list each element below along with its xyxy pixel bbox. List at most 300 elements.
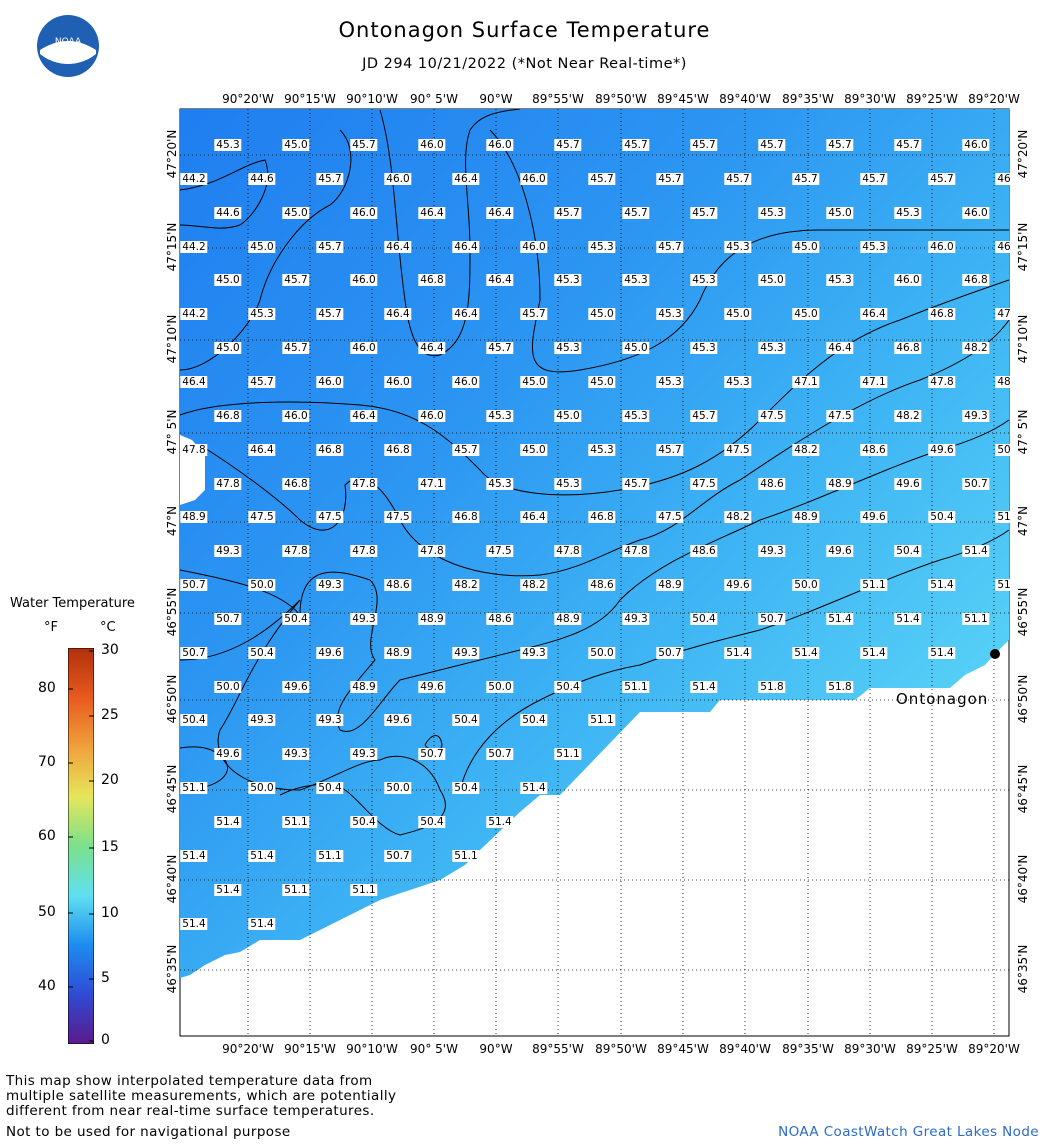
temperature-value: 47.8 xyxy=(624,545,648,558)
temperature-value: 46.4 xyxy=(386,240,410,253)
latitude-label: 47°15'N xyxy=(1016,222,1030,272)
temperature-value: 47.8 xyxy=(930,375,954,388)
svg-text:NOAA: NOAA xyxy=(54,37,82,47)
longitude-label: 90°W xyxy=(479,1042,513,1056)
temperature-value: 47.8 xyxy=(216,477,240,490)
footnote-line: different from near real-time surface temperatures. xyxy=(6,1103,375,1119)
temperature-value: 45.7 xyxy=(488,342,512,355)
temperature-value: 51 xyxy=(997,511,1011,524)
legend-title: Water Temperature xyxy=(10,596,135,611)
temperature-value: 45.3 xyxy=(556,274,580,287)
temperature-value: 48.2 xyxy=(794,443,818,456)
legend-tick-c: 10 xyxy=(101,905,119,921)
latitude-label: 46°35'N xyxy=(1016,944,1030,994)
temperature-value: 50.4 xyxy=(352,816,376,828)
legend-color-bar xyxy=(68,648,94,1044)
temperature-value: 44.6 xyxy=(216,206,240,219)
longitude-label: 90°20'W xyxy=(222,1042,274,1056)
temperature-value: 46.4 xyxy=(454,172,478,185)
temperature-value: 46.8 xyxy=(284,477,308,490)
temperature-value: 49.3 xyxy=(624,612,648,625)
temperature-value: 46.8 xyxy=(454,511,478,524)
temperature-value: 45.3 xyxy=(726,375,750,388)
temperature-value: 48.6 xyxy=(488,612,512,625)
temperature-value: 45.7 xyxy=(692,409,716,422)
temperature-value: 47.5 xyxy=(318,511,342,524)
temperature-value: 49.6 xyxy=(420,680,444,693)
temperature-value: 50 xyxy=(997,443,1011,456)
temperature-value: 49.3 xyxy=(454,646,478,659)
temperature-value: 51.1 xyxy=(182,782,206,795)
temperature-value: 44.2 xyxy=(182,240,206,253)
temperature-value: 51.4 xyxy=(182,849,206,862)
temperature-value: 47.8 xyxy=(182,443,206,456)
longitude-label: 90° 5'W xyxy=(410,1042,458,1056)
temperature-value: 45.3 xyxy=(726,240,750,253)
temperature-value: 49.3 xyxy=(318,579,342,592)
temperature-value: 46.4 xyxy=(488,274,512,287)
temperature-value: 49.3 xyxy=(760,545,784,558)
temperature-value: 47.5 xyxy=(250,511,274,524)
temperature-value: 48.2 xyxy=(964,342,988,355)
temperature-value: 47.8 xyxy=(420,545,444,558)
longitude-label: 89°25'W xyxy=(906,92,958,106)
temperature-value: 45.3 xyxy=(896,206,920,219)
temperature-value: 46.0 xyxy=(352,342,376,355)
temperature-value: 48.9 xyxy=(352,680,376,693)
temperature-value: 45.7 xyxy=(352,139,376,151)
temperature-value: 45.7 xyxy=(556,206,580,219)
temperature-value: 48.2 xyxy=(896,409,920,422)
temperature-value: 50.7 xyxy=(216,612,240,625)
temperature-value: 51.8 xyxy=(760,680,784,693)
temperature-value: 49.3 xyxy=(352,612,376,625)
temperature-value: 51.4 xyxy=(488,816,512,828)
temperature-value: 51.8 xyxy=(828,680,852,693)
temperature-value: 45.3 xyxy=(760,206,784,219)
latitude-label: 46°50'N xyxy=(1016,674,1030,724)
temperature-value: 48.9 xyxy=(386,646,410,659)
temperature-value: 51.4 xyxy=(896,612,920,625)
temperature-value: 45.3 xyxy=(658,375,682,388)
temperature-value: 45.0 xyxy=(522,375,546,388)
temperature-value: 51.4 xyxy=(216,883,240,896)
temperature-value: 45.3 xyxy=(658,308,682,321)
temperature-value: 45.0 xyxy=(284,206,308,219)
temperature-value: 50.7 xyxy=(964,477,988,490)
longitude-label: 89°40'W xyxy=(719,1042,771,1056)
temperature-value: 45.3 xyxy=(556,477,580,490)
temperature-value: 46.0 xyxy=(454,375,478,388)
legend-unit-c: °C xyxy=(100,620,116,635)
temperature-value: 45.7 xyxy=(318,240,342,253)
temperature-value: 50.4 xyxy=(284,612,308,625)
temperature-value: 46.0 xyxy=(488,139,512,151)
temperature-value: 51.1 xyxy=(454,849,478,862)
temperature-value: 46.0 xyxy=(964,139,988,151)
temperature-value: 45.7 xyxy=(760,139,784,151)
temperature-value: 50.4 xyxy=(318,782,342,795)
temperature-value: 45.7 xyxy=(454,443,478,456)
temperature-value: 45.7 xyxy=(828,139,852,151)
longitude-label: 89°55'W xyxy=(532,92,584,106)
ontonagon-marker xyxy=(990,649,1000,659)
latitude-label: 46°40'N xyxy=(1016,854,1030,904)
longitude-label: 89°55'W xyxy=(532,1042,584,1056)
temperature-value: 45.0 xyxy=(794,308,818,321)
temperature-value: 46.4 xyxy=(454,240,478,253)
latitude-label: 46°50'N xyxy=(165,674,179,724)
temperature-value: 49.6 xyxy=(726,579,750,592)
temperature-value: 50.4 xyxy=(420,816,444,828)
temperature-value: 45.7 xyxy=(692,139,716,151)
temperature-value: 45.0 xyxy=(590,375,614,388)
temperature-value: 51.4 xyxy=(216,816,240,828)
longitude-label: 89°20'W xyxy=(968,1042,1020,1056)
longitude-label: 89°30'W xyxy=(844,1042,896,1056)
temperature-value: 46.4 xyxy=(250,443,274,456)
temperature-value: 47.5 xyxy=(488,545,512,558)
temperature-value: 50.0 xyxy=(488,680,512,693)
temperature-value: 47.1 xyxy=(420,477,444,490)
temperature-value: 51.4 xyxy=(726,646,750,659)
place-label-ontonagon: Ontonagon xyxy=(896,690,989,708)
temperature-value: 46.8 xyxy=(216,409,240,422)
temperature-value: 45.0 xyxy=(284,139,308,151)
latitude-label: 46°40'N xyxy=(165,854,179,904)
temperature-value: 49.6 xyxy=(216,748,240,761)
latitude-label: 46°35'N xyxy=(165,944,179,994)
legend-tick-c: 30 xyxy=(101,642,119,658)
longitude-label: 89°45'W xyxy=(657,92,709,106)
temperature-value: 44.6 xyxy=(250,172,274,185)
temperature-value: 46.0 xyxy=(964,206,988,219)
temperature-value: 45.7 xyxy=(522,308,546,321)
footnote-line: multiple satellite measurements, which are potentially xyxy=(6,1088,397,1104)
temperature-value: 49.3 xyxy=(352,748,376,761)
temperature-value: 45.3 xyxy=(624,409,648,422)
temperature-value: 51.1 xyxy=(624,680,648,693)
legend-tick-f: 60 xyxy=(38,828,56,844)
latitude-label: 47° 5'N xyxy=(1016,409,1030,455)
temperature-value: 47 xyxy=(997,308,1011,321)
footnote xyxy=(6,1074,396,1119)
temperature-value: 47.8 xyxy=(556,545,580,558)
temperature-value: 50.7 xyxy=(386,849,410,862)
temperature-value: 48.9 xyxy=(658,579,682,592)
temperature-value: 47.8 xyxy=(352,477,376,490)
temperature-value: 47.1 xyxy=(862,375,886,388)
temperature-value: 45.7 xyxy=(624,477,648,490)
temperature-value: 49.6 xyxy=(862,511,886,524)
temperature-value: 50.4 xyxy=(556,680,580,693)
temperature-value: 46.0 xyxy=(930,240,954,253)
temperature-value: 46.0 xyxy=(352,206,376,219)
temperature-value: 46.0 xyxy=(522,172,546,185)
temperature-value: 49.3 xyxy=(964,409,988,422)
temperature-value: 48.9 xyxy=(182,511,206,524)
longitude-label: 89°50'W xyxy=(595,92,647,106)
temperature-value: 46.4 xyxy=(828,342,852,355)
temperature-value: 45.7 xyxy=(658,240,682,253)
temperature-value: 49.3 xyxy=(284,748,308,761)
temperature-value: 46 xyxy=(997,172,1011,185)
longitude-label: 89°35'W xyxy=(782,92,834,106)
temperature-value: 45.3 xyxy=(862,240,886,253)
temperature-value: 51.1 xyxy=(556,748,580,761)
temperature-value: 50.4 xyxy=(454,714,478,727)
temperature-value: 48.9 xyxy=(794,511,818,524)
temperature-value: 51.1 xyxy=(352,883,376,896)
temperature-value: 45.3 xyxy=(692,274,716,287)
latitude-label: 47°10'N xyxy=(1016,314,1030,364)
temperature-value: 47.8 xyxy=(284,545,308,558)
temperature-value: 51.4 xyxy=(930,646,954,659)
longitude-label: 90°W xyxy=(479,92,513,106)
latitude-label: 46°55'N xyxy=(1016,587,1030,637)
temperature-value: 45.7 xyxy=(624,139,648,151)
temperature-value: 46.4 xyxy=(862,308,886,321)
temperature-value: 49.3 xyxy=(522,646,546,659)
temperature-value: 48.2 xyxy=(726,511,750,524)
temperature-value: 50.7 xyxy=(658,646,682,659)
temperature-value: 45.3 xyxy=(590,240,614,253)
temperature-value: 45.3 xyxy=(828,274,852,287)
temperature-value: 51.1 xyxy=(590,714,614,727)
temperature-value: 51.4 xyxy=(930,579,954,592)
navigation-disclaimer: Not to be used for navigational purpose xyxy=(6,1124,291,1140)
temperature-value: 45.7 xyxy=(318,172,342,185)
temperature-value: 51.1 xyxy=(318,849,342,862)
temperature-value: 45.3 xyxy=(488,409,512,422)
temperature-value: 46.0 xyxy=(896,274,920,287)
temperature-value: 47.5 xyxy=(386,511,410,524)
temperature-value: 49.6 xyxy=(318,646,342,659)
temperature-value: 46.8 xyxy=(930,308,954,321)
temperature-value: 45.7 xyxy=(318,308,342,321)
temperature-value: 50.4 xyxy=(454,782,478,795)
longitude-label: 89°30'W xyxy=(844,92,896,106)
legend-tick-c: 20 xyxy=(101,772,119,788)
temperature-value: 45.3 xyxy=(624,274,648,287)
temperature-value: 49.6 xyxy=(896,477,920,490)
temperature-value: 48.6 xyxy=(692,545,716,558)
legend-tick-c: 15 xyxy=(101,839,119,855)
temperature-value: 48.2 xyxy=(522,579,546,592)
temperature-value: 49.6 xyxy=(284,680,308,693)
temperature-value: 47.8 xyxy=(352,545,376,558)
temperature-value: 50.4 xyxy=(930,511,954,524)
temperature-value: 45.0 xyxy=(216,274,240,287)
temperature-value: 51.4 xyxy=(522,782,546,795)
temperature-value: 49.3 xyxy=(250,714,274,727)
longitude-label: 89°40'W xyxy=(719,92,771,106)
temperature-value: 45.3 xyxy=(216,139,240,151)
temperature-value: 45.3 xyxy=(488,477,512,490)
longitude-label: 90°10'W xyxy=(346,92,398,106)
longitude-label: 89°45'W xyxy=(657,1042,709,1056)
temperature-value: 48.6 xyxy=(862,443,886,456)
temperature-value: 46.8 xyxy=(386,443,410,456)
temperature-value: 46.4 xyxy=(420,206,444,219)
temperature-value: 45.0 xyxy=(760,274,784,287)
latitude-label: 46°45'N xyxy=(1016,764,1030,814)
temperature-value: 48.6 xyxy=(590,579,614,592)
latitude-label: 47° 5'N xyxy=(165,409,179,455)
temperature-value: 46.0 xyxy=(386,375,410,388)
temperature-value: 47.5 xyxy=(658,511,682,524)
temperature-value: 49.3 xyxy=(216,545,240,558)
temperature-value: 46.4 xyxy=(182,375,206,388)
temperature-value: 45.3 xyxy=(556,342,580,355)
temperature-value: 46.8 xyxy=(318,443,342,456)
longitude-label: 89°20'W xyxy=(968,92,1020,106)
longitude-label: 90°10'W xyxy=(346,1042,398,1056)
legend-tick-f: 80 xyxy=(38,680,56,696)
longitude-label: 90°15'W xyxy=(284,1042,336,1056)
temperature-value: 46.4 xyxy=(488,206,512,219)
temperature-value: 50.4 xyxy=(692,612,716,625)
temperature-value: 45.7 xyxy=(250,375,274,388)
temperature-value: 46.0 xyxy=(352,274,376,287)
temperature-value: 45.7 xyxy=(896,139,920,151)
temperature-value: 45.7 xyxy=(658,172,682,185)
longitude-label: 90° 5'W xyxy=(410,92,458,106)
temperature-value: 45.3 xyxy=(590,443,614,456)
temperature-value: 46.0 xyxy=(522,240,546,253)
temperature-value: 46.8 xyxy=(964,274,988,287)
temperature-value: 50.0 xyxy=(250,579,274,592)
temperature-value: 45.7 xyxy=(692,206,716,219)
temperature-value: 50.0 xyxy=(216,680,240,693)
temperature-value: 45.3 xyxy=(250,308,274,321)
latitude-label: 47°20'N xyxy=(1016,129,1030,179)
temperature-value: 45.0 xyxy=(522,443,546,456)
temperature-value: 44.2 xyxy=(182,308,206,321)
temperature-value: 46.0 xyxy=(284,409,308,422)
temperature-value: 51.4 xyxy=(828,612,852,625)
longitude-label: 89°25'W xyxy=(906,1042,958,1056)
temperature-value: 45.0 xyxy=(726,308,750,321)
temperature-value: 51 xyxy=(997,579,1011,592)
temperature-value: 50.4 xyxy=(250,646,274,659)
temperature-value: 49.3 xyxy=(318,714,342,727)
legend-tick-f: 50 xyxy=(38,904,56,920)
temperature-value: 45.0 xyxy=(556,409,580,422)
temperature-value: 45.0 xyxy=(590,308,614,321)
temperature-value: 50.0 xyxy=(250,782,274,795)
temperature-value: 45.3 xyxy=(760,342,784,355)
temperature-value: 45.0 xyxy=(216,342,240,355)
temperature-value: 47.5 xyxy=(726,443,750,456)
temperature-value: 47.1 xyxy=(794,375,818,388)
temperature-value: 51.1 xyxy=(284,816,308,828)
temperature-value: 46.8 xyxy=(590,511,614,524)
temperature-value: 49.6 xyxy=(828,545,852,558)
temperature-value: 51.4 xyxy=(250,917,274,930)
legend-unit-f: °F xyxy=(44,620,58,635)
temperature-value: 51.4 xyxy=(862,646,886,659)
temperature-value: 46.0 xyxy=(318,375,342,388)
temperature-value: 51.4 xyxy=(250,849,274,862)
temperature-value: 49.6 xyxy=(930,443,954,456)
latitude-label: 46°45'N xyxy=(165,764,179,814)
temperature-value: 50.7 xyxy=(182,646,206,659)
temperature-value: 45.7 xyxy=(930,172,954,185)
temperature-value: 46.0 xyxy=(386,172,410,185)
temperature-value: 49.6 xyxy=(386,714,410,727)
temperature-value: 48.2 xyxy=(454,579,478,592)
temperature-value: 45.0 xyxy=(624,342,648,355)
temperature-value: 48 xyxy=(997,375,1011,388)
temperature-value: 46.0 xyxy=(420,409,444,422)
latitude-label: 47°20'N xyxy=(165,129,179,179)
temperature-value: 48.6 xyxy=(386,579,410,592)
temperature-value: 51.1 xyxy=(964,612,988,625)
temperature-value: 46.4 xyxy=(352,409,376,422)
longitude-label: 89°50'W xyxy=(595,1042,647,1056)
legend-tick-c: 5 xyxy=(101,970,110,986)
temperature-value: 45.3 xyxy=(692,342,716,355)
temperature-value: 48.6 xyxy=(760,477,784,490)
temperature-value: 47.5 xyxy=(828,409,852,422)
temperature-value: 51.4 xyxy=(182,917,206,930)
legend-tick-c: 25 xyxy=(101,707,119,723)
temperature-value: 50.4 xyxy=(182,714,206,727)
temperature-value: 46.4 xyxy=(386,308,410,321)
temperature-value: 50.7 xyxy=(182,579,206,592)
temperature-value: 50.0 xyxy=(794,579,818,592)
latitude-label: 47°15'N xyxy=(165,222,179,272)
temperature-value: 45.0 xyxy=(250,240,274,253)
longitude-label: 90°15'W xyxy=(284,92,336,106)
latitude-label: 47°10'N xyxy=(165,314,179,364)
latitude-label: 46°55'N xyxy=(165,587,179,637)
temperature-value: 48.9 xyxy=(556,612,580,625)
temperature-value: 50.0 xyxy=(386,782,410,795)
temperature-value: 46.8 xyxy=(420,274,444,287)
temperature-value: 46 xyxy=(997,240,1011,253)
temperature-value: 46.4 xyxy=(454,308,478,321)
temperature-value: 51.1 xyxy=(862,579,886,592)
temperature-value: 46.8 xyxy=(896,342,920,355)
footnote-line: This map show interpolated temperature data from xyxy=(6,1073,373,1089)
temperature-value: 50.4 xyxy=(896,545,920,558)
temperature-value: 46.0 xyxy=(420,139,444,151)
temperature-value: 47.5 xyxy=(760,409,784,422)
temperature-value: 51.4 xyxy=(964,545,988,558)
temperature-value: 44.2 xyxy=(182,172,206,185)
temperature-value: 45.7 xyxy=(284,342,308,355)
temperature-value: 45.7 xyxy=(556,139,580,151)
temperature-value: 45.7 xyxy=(284,274,308,287)
temperature-value: 45.7 xyxy=(590,172,614,185)
longitude-label: 89°35'W xyxy=(782,1042,834,1056)
temperature-value: 46.4 xyxy=(420,342,444,355)
temperature-value: 45.7 xyxy=(794,172,818,185)
latitude-label: 47°N xyxy=(1016,505,1030,537)
temperature-value: 50.7 xyxy=(488,748,512,761)
temperature-value: 45.0 xyxy=(794,240,818,253)
credit-text: NOAA CoastWatch Great Lakes Node xyxy=(778,1124,1039,1140)
temperature-value: 48.9 xyxy=(828,477,852,490)
temperature-value: 45.0 xyxy=(828,206,852,219)
temperature-value: 46.4 xyxy=(522,511,546,524)
temperature-value: 50.0 xyxy=(590,646,614,659)
page-subtitle: JD 294 10/21/2022 (*Not Near Real-time*) xyxy=(362,56,687,72)
temperature-value: 45.7 xyxy=(658,443,682,456)
temperature-value: 45.7 xyxy=(726,172,750,185)
